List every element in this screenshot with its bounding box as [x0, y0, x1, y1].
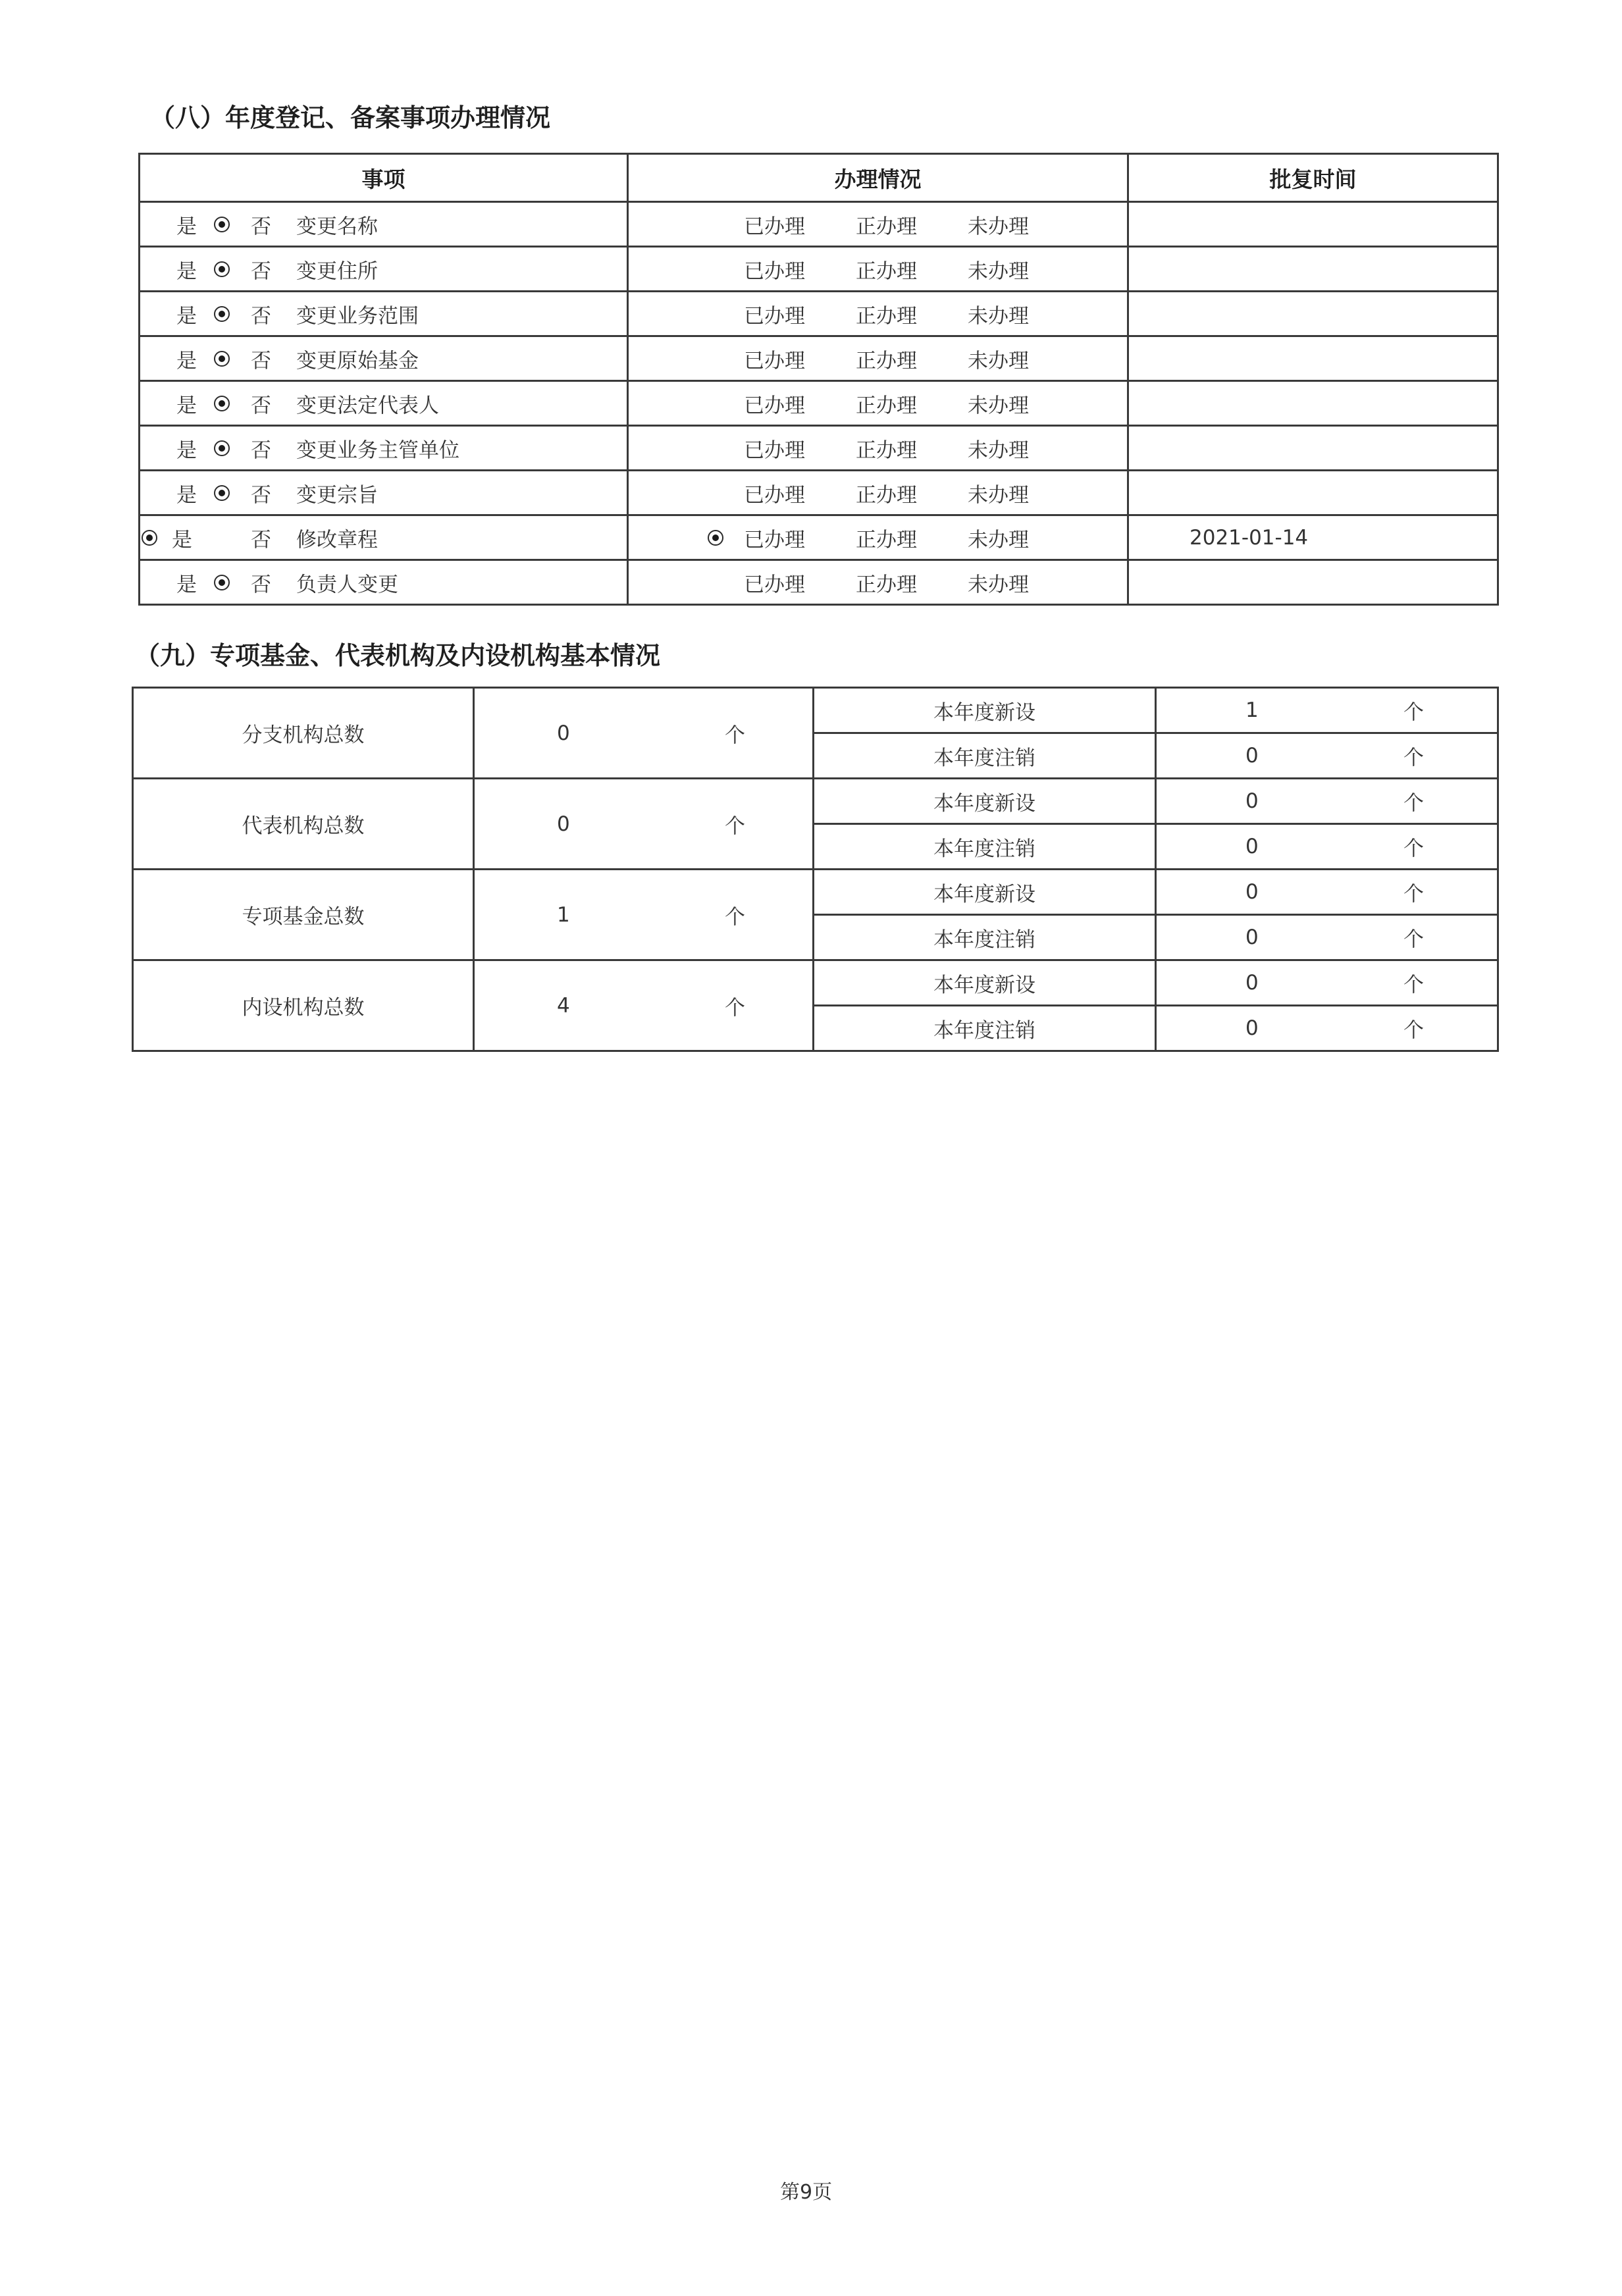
yes-label: 是 [176, 483, 197, 507]
approval-date: 2021-01-14 [1190, 525, 1309, 550]
table-row [140, 426, 1498, 471]
group-total: 0 [557, 812, 570, 836]
table-row [140, 515, 1498, 560]
status-not[interactable]: 未办理 [968, 573, 1029, 596]
status-doing[interactable]: 正办理 [856, 215, 917, 238]
no-label: 否 [251, 573, 271, 596]
registration-table [138, 153, 1499, 606]
table-row [140, 336, 1498, 381]
status-not[interactable]: 未办理 [968, 259, 1029, 283]
cancel-count-cell [1156, 824, 1498, 870]
approval-date-cell [1128, 471, 1498, 515]
radio-no[interactable] [214, 217, 230, 232]
radio-no[interactable] [214, 261, 230, 277]
status-done[interactable]: 已办理 [744, 573, 805, 596]
matter-cell [140, 426, 628, 471]
radio-done[interactable] [708, 530, 723, 546]
group-label: 专项基金总数 [133, 870, 474, 960]
cancel-count: 0 [1245, 744, 1259, 768]
header-matter: 事项 [140, 154, 628, 202]
status-cell [628, 471, 1128, 515]
unit-label: 个 [1403, 1018, 1424, 1043]
table-row [133, 688, 1498, 733]
cancel-count-cell [1156, 1006, 1498, 1051]
status-not[interactable]: 未办理 [968, 304, 1029, 328]
group-label: 代表机构总数 [133, 779, 474, 870]
yes-label: 是 [176, 304, 197, 328]
radio-yes[interactable] [142, 530, 157, 546]
status-done[interactable]: 已办理 [744, 304, 805, 328]
no-label: 否 [251, 394, 271, 417]
new-label: 本年度新设 [814, 960, 1156, 1006]
yes-label: 是 [176, 438, 197, 462]
new-label: 本年度新设 [814, 870, 1156, 915]
new-count-cell [1156, 870, 1498, 915]
status-cell [628, 247, 1128, 292]
no-label: 否 [251, 528, 271, 552]
status-done[interactable]: 已办理 [744, 438, 805, 462]
matter-cell [140, 336, 628, 381]
status-doing[interactable]: 正办理 [856, 438, 917, 462]
status-not[interactable]: 未办理 [968, 528, 1029, 552]
new-count: 0 [1245, 789, 1259, 813]
table-row [140, 247, 1498, 292]
matter-name: 变更宗旨 [296, 483, 378, 507]
status-done[interactable]: 已办理 [744, 259, 805, 283]
radio-no[interactable] [214, 440, 230, 456]
status-doing[interactable]: 正办理 [856, 573, 917, 596]
yes-label: 是 [176, 573, 197, 596]
cancel-count: 0 [1245, 1016, 1259, 1040]
new-count: 0 [1245, 880, 1259, 904]
new-count: 1 [1245, 698, 1259, 722]
status-done[interactable]: 已办理 [744, 215, 805, 238]
status-cell [628, 426, 1128, 471]
no-label: 否 [251, 483, 271, 507]
table-header-row [140, 154, 1498, 202]
radio-no[interactable] [214, 306, 230, 322]
approval-date-cell [1128, 381, 1498, 426]
status-cell [628, 336, 1128, 381]
matter-cell [140, 202, 628, 247]
group-total: 4 [557, 993, 570, 1018]
unit-label: 个 [725, 905, 745, 929]
unit-label: 个 [725, 723, 745, 747]
cancel-label: 本年度注销 [814, 733, 1156, 779]
matter-cell [140, 560, 628, 605]
unit-label: 个 [1403, 973, 1424, 997]
matter-name: 变更住所 [296, 259, 378, 283]
yes-label: 是 [176, 215, 197, 238]
unit-label: 个 [725, 996, 745, 1020]
status-doing[interactable]: 正办理 [856, 528, 917, 552]
status-doing[interactable]: 正办理 [856, 483, 917, 507]
new-label: 本年度新设 [814, 688, 1156, 733]
section-9-title: （九）专项基金、代表机构及内设机构基本情况 [135, 641, 661, 670]
status-cell [628, 560, 1128, 605]
status-cell [628, 292, 1128, 336]
approval-date-cell [1128, 515, 1498, 560]
section-8-title: （八）年度登记、备案事项办理情况 [150, 103, 551, 132]
matter-name: 变更业务主管单位 [296, 438, 459, 462]
unit-label: 个 [1403, 882, 1424, 906]
status-doing[interactable]: 正办理 [856, 394, 917, 417]
no-label: 否 [251, 304, 271, 328]
matter-name: 变更法定代表人 [296, 394, 439, 417]
status-cell [628, 202, 1128, 247]
radio-no[interactable] [214, 351, 230, 367]
cancel-label: 本年度注销 [814, 824, 1156, 870]
group-label: 分支机构总数 [133, 688, 474, 779]
yes-label: 是 [172, 528, 192, 552]
status-doing[interactable]: 正办理 [856, 349, 917, 373]
matter-cell [140, 247, 628, 292]
unit-label: 个 [1403, 927, 1424, 952]
cancel-label: 本年度注销 [814, 915, 1156, 960]
status-not[interactable]: 未办理 [968, 394, 1029, 417]
approval-date-cell [1128, 336, 1498, 381]
matter-name: 变更业务范围 [296, 304, 419, 328]
table-row [133, 779, 1498, 824]
status-not[interactable]: 未办理 [968, 349, 1029, 373]
cancel-count-cell [1156, 733, 1498, 779]
matter-cell [140, 515, 628, 560]
no-label: 否 [251, 349, 271, 373]
matter-cell [140, 471, 628, 515]
new-count: 0 [1245, 971, 1259, 995]
status-done[interactable]: 已办理 [744, 528, 805, 552]
status-not[interactable]: 未办理 [968, 215, 1029, 238]
unit-label: 个 [725, 814, 745, 838]
table-row [140, 292, 1498, 336]
approval-date-cell [1128, 560, 1498, 605]
group-label: 内设机构总数 [133, 960, 474, 1051]
status-done[interactable]: 已办理 [744, 483, 805, 507]
approval-date-cell [1128, 426, 1498, 471]
institutions-table [132, 687, 1499, 1052]
no-label: 否 [251, 438, 271, 462]
approval-date-cell [1128, 247, 1498, 292]
matter-name: 变更名称 [296, 215, 378, 238]
yes-label: 是 [176, 394, 197, 417]
group-total-cell [474, 779, 814, 870]
group-total-cell [474, 870, 814, 960]
page-number: 第9页 [780, 2181, 833, 2204]
status-not[interactable]: 未办理 [968, 438, 1029, 462]
group-total-cell [474, 688, 814, 779]
unit-label: 个 [1403, 791, 1424, 816]
table-row [140, 560, 1498, 605]
cancel-count: 0 [1245, 926, 1259, 949]
group-total-cell [474, 960, 814, 1051]
table-row [140, 202, 1498, 247]
header-status: 办理情况 [628, 154, 1128, 202]
matter-name: 变更原始基金 [296, 349, 419, 373]
group-total: 0 [557, 721, 570, 745]
status-doing[interactable]: 正办理 [856, 304, 917, 328]
yes-label: 是 [176, 259, 197, 283]
new-count-cell [1156, 960, 1498, 1006]
new-label: 本年度新设 [814, 779, 1156, 824]
matter-name: 负责人变更 [296, 573, 398, 596]
cancel-label: 本年度注销 [814, 1006, 1156, 1051]
table-row [133, 870, 1498, 915]
unit-label: 个 [1403, 746, 1424, 770]
group-total: 1 [557, 902, 570, 927]
status-done[interactable]: 已办理 [744, 349, 805, 373]
approval-date-cell [1128, 202, 1498, 247]
radio-no[interactable] [214, 485, 230, 501]
unit-label: 个 [1403, 837, 1424, 861]
status-doing[interactable]: 正办理 [856, 259, 917, 283]
yes-label: 是 [176, 349, 197, 373]
matter-cell [140, 381, 628, 426]
unit-label: 个 [1403, 700, 1424, 725]
radio-no[interactable] [214, 396, 230, 411]
cancel-count-cell [1156, 915, 1498, 960]
status-not[interactable]: 未办理 [968, 483, 1029, 507]
status-cell [628, 381, 1128, 426]
status-cell [628, 515, 1128, 560]
table-row [140, 381, 1498, 426]
matter-name: 修改章程 [296, 528, 378, 552]
matter-cell [140, 292, 628, 336]
radio-no[interactable] [214, 575, 230, 590]
new-count-cell [1156, 779, 1498, 824]
cancel-count: 0 [1245, 835, 1259, 858]
approval-date-cell [1128, 292, 1498, 336]
table-row [140, 471, 1498, 515]
new-count-cell [1156, 688, 1498, 733]
table-row [133, 960, 1498, 1006]
status-done[interactable]: 已办理 [744, 394, 805, 417]
no-label: 否 [251, 259, 271, 283]
header-date: 批复时间 [1128, 154, 1498, 202]
no-label: 否 [251, 215, 271, 238]
